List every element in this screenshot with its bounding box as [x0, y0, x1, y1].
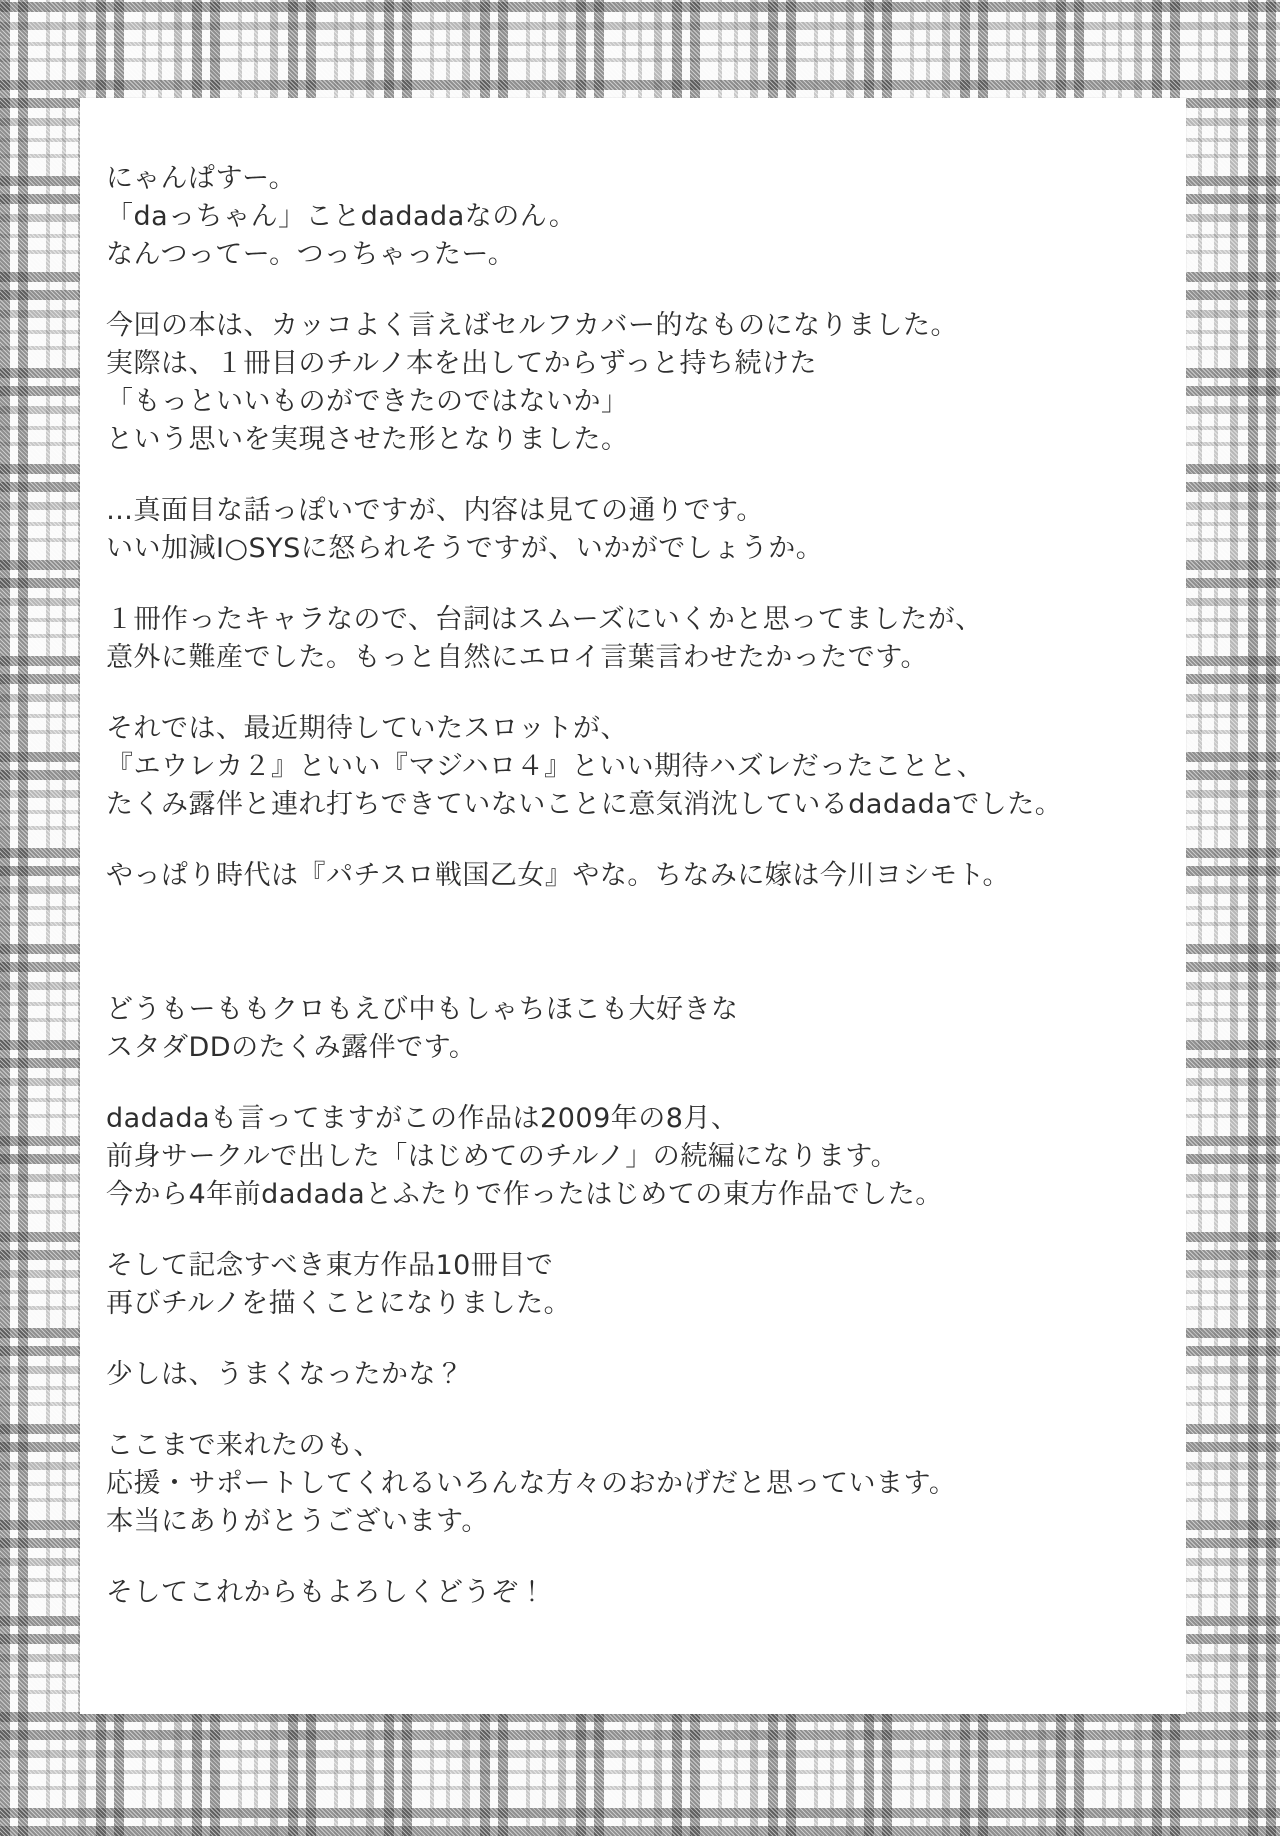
- text-line: 今から4年前dadadaとふたりで作ったはじめての東方作品でした。: [106, 1179, 943, 1210]
- text-line: 少しは、うまくなったかな？: [106, 1359, 464, 1390]
- text-line: 前身サークルで出した「はじめてのチルノ」の続編になります。: [106, 1141, 899, 1172]
- text-line: にゃんぱすー。: [106, 163, 297, 194]
- text-line: 今回の本は、カッコよく言えばセルフカバー的なものになりました。: [106, 310, 958, 341]
- text-line: そして記念すべき東方作品10冊目で: [106, 1250, 554, 1281]
- paragraph-serious-note: [106, 492, 1156, 568]
- text-line: という思いを実現させた形となりました。: [106, 424, 629, 455]
- text-line: ここまで来れたのも、: [106, 1430, 381, 1461]
- text-line: １冊作ったキャラなので、台詞はスムーズにいくかと思ってましたが、: [106, 604, 983, 635]
- text-line: 「daっちゃん」ことdadadaなのん。: [106, 201, 577, 232]
- paper-page: [80, 98, 1186, 1714]
- text-line: dadadaも言ってますがこの作品は2009年の8月、: [106, 1103, 739, 1134]
- text-line: なんつってー。つっちゃったー。: [106, 239, 516, 270]
- text-line: どうもーももクロもえび中もしゃちほこも大好きな: [106, 994, 739, 1025]
- paragraph-tenth-book: [106, 1247, 1156, 1323]
- paragraph-pachislot: [106, 857, 1156, 895]
- text-line: 「もっといいものができたのではないか」: [106, 386, 629, 417]
- paragraph-second-author-greeting: [106, 991, 1156, 1067]
- paragraph-slots: [106, 710, 1156, 824]
- text-line: 本当にありがとうございます。: [106, 1506, 489, 1537]
- text-line: たくみ露伴と連れ打ちできていないことに意気消沈しているdadadaでした。: [106, 789, 1063, 820]
- text-line: …真面目な話っぽいですが、内容は見ての通りです。: [106, 495, 764, 526]
- text-line: 実際は、１冊目のチルノ本を出してからずっと持ち続けた: [106, 348, 817, 379]
- text-line: いい加減I○SYSに怒られそうですが、いかがでしょうか。: [106, 533, 824, 564]
- text-line: それでは、最近期待していたスロットが、: [106, 713, 628, 744]
- paragraph-closing: [106, 1574, 1156, 1612]
- text-line: やっぱり時代は『パチスロ戦国乙女』やな。ちなみに嫁は今川ヨシモト。: [106, 860, 1010, 891]
- paragraph-history: [106, 1100, 1156, 1214]
- paragraph-dialogue: [106, 601, 1156, 677]
- text-line: 再びチルノを描くことになりました。: [106, 1288, 572, 1319]
- paragraph-thanks: [106, 1427, 1156, 1541]
- afterword-text: [106, 160, 1156, 1645]
- text-line: 意外に難産でした。もっと自然にエロイ言葉言わせたかったです。: [106, 642, 929, 673]
- paragraph-improvement: [106, 1356, 1156, 1394]
- text-line: 応援・サポートしてくれるいろんな方々のおかげだと思っています。: [106, 1468, 957, 1499]
- paragraph-self-cover: [106, 307, 1156, 459]
- text-line: スタダDDのたくみ露伴です。: [106, 1032, 477, 1063]
- paragraph-greeting: [106, 160, 1156, 274]
- text-line: 『エウレカ２』といい『マジハロ４』といい期待ハズレだったことと、: [106, 751, 985, 782]
- text-line: そしてこれからもよろしくどうぞ！: [106, 1577, 546, 1608]
